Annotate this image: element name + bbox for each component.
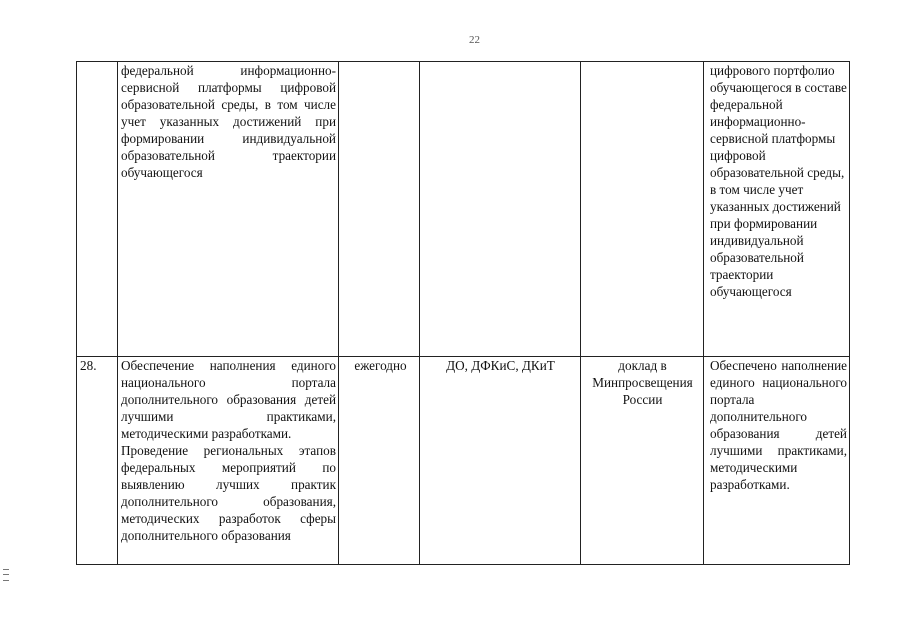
row-number-cell: 28. bbox=[77, 357, 118, 565]
executors-cell: ДО, ДФКиС, ДКиТ bbox=[420, 357, 581, 565]
activity-extra-text: Проведение региональных этапов федеральных мероприятий по выявлению лучших практик дополнительного образования, методических разработок сферы дополнительного образования bbox=[121, 443, 336, 543]
margin-mark bbox=[3, 569, 9, 581]
measures-table bbox=[76, 61, 850, 565]
executors-cell bbox=[420, 62, 581, 357]
activity-cell bbox=[118, 62, 339, 357]
document-cell bbox=[581, 62, 704, 357]
activity-text: Обеспечение наполнения единого национального портала дополнительного образования детей лучшими практиками, методическими разработками. bbox=[121, 358, 336, 441]
row-number-cell bbox=[77, 62, 118, 357]
result-cell: Обеспечено наполнение единого национального портала дополнительного образования детей лучшими практиками, методическими разработками. bbox=[704, 357, 850, 565]
activity-cell bbox=[118, 357, 339, 565]
table-row bbox=[77, 357, 850, 565]
table-row bbox=[77, 62, 850, 357]
period-cell: ежегодно bbox=[339, 357, 420, 565]
page-number: 22 bbox=[469, 34, 480, 46]
period-cell bbox=[339, 62, 420, 357]
activity-text: федеральной информационно-сервисной платформы цифровой образовательной среды, в том числе учет указанных достижений при формировании индивидуальной образовательной траектории обучающегося bbox=[121, 63, 336, 180]
result-cell: цифрового портфолио обучающегося в составе федеральной информационно-сервисной платформы цифровой образовательной среды, в том числе учет указанных достижений при формировании индивидуальной образовательной траектории обучающегося bbox=[704, 62, 850, 357]
document-cell: доклад в Минпросвещения России bbox=[581, 357, 704, 565]
